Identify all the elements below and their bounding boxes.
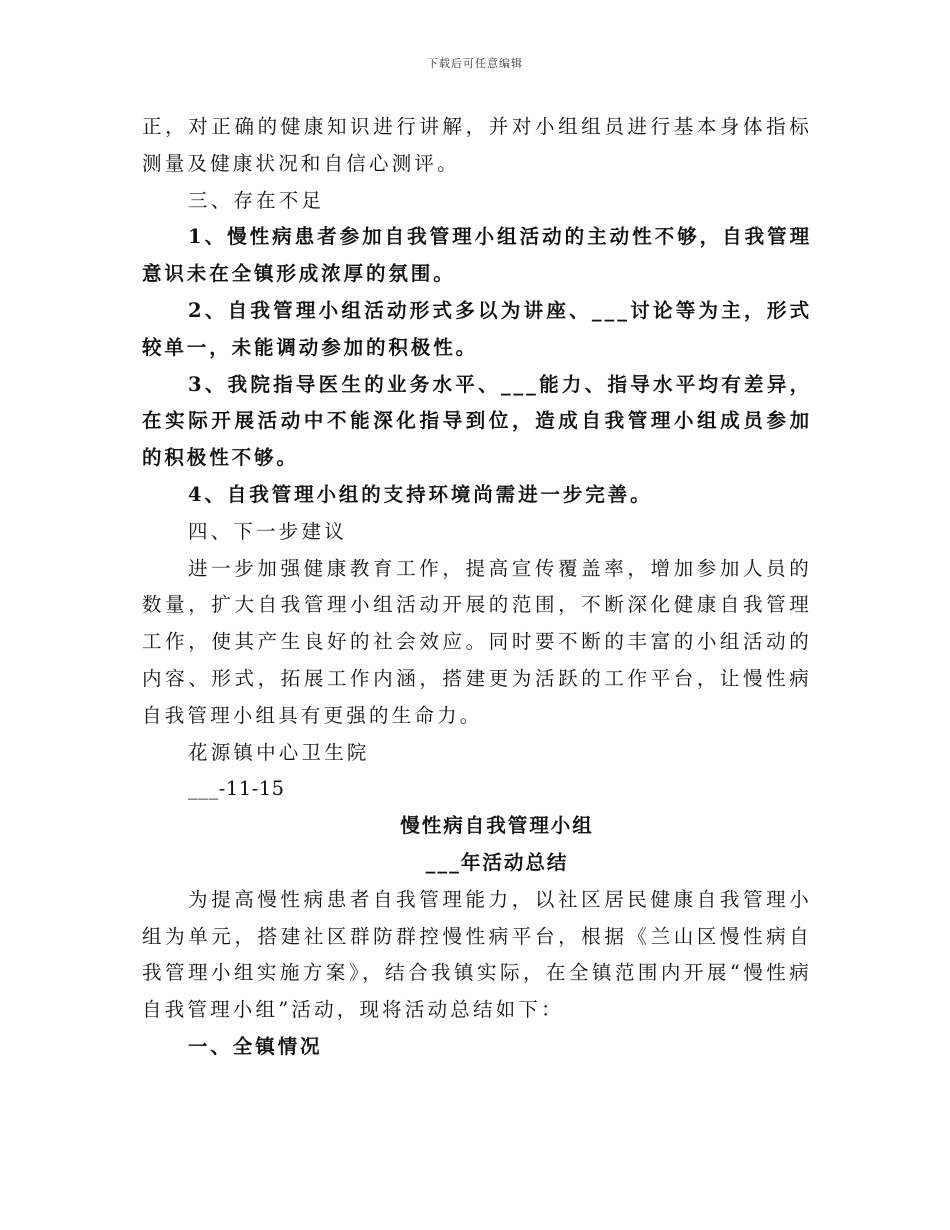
paragraph-suggestions: 进一步加强健康教育工作，提高宣传覆盖率，增加参加人员的数量，扩大自我管理小组活动开展的范围，不断深化健康自我管理工作，使其产生良好的社会效应。同时要不断的丰富的小组活动的内容、形式，拓展工作内涵，搭建更为活跃的工作平台，让慢性病自我管理小组具有更强的生命力。	[142, 556, 812, 727]
header-note: 下载后可任意编辑	[427, 57, 523, 70]
paragraph-continuation: 正，对正确的健康知识进行讲解，并对小组组员进行基本身体指标测量及健康状况和自信心测评。	[142, 115, 812, 175]
document-title: 慢性病自我管理小组	[400, 814, 594, 838]
signature-organization: 花源镇中心卫生院	[188, 740, 370, 764]
shortcoming-item-1: 1、慢性病患者参加自我管理小组活动的主动性不够，自我管理意识未在全镇形成浓厚的氛围。	[142, 225, 812, 286]
paragraph-introduction: 为提高慢性病患者自我管理能力，以社区居民健康自我管理小组为单元，搭建社区群防群控慢性病平台，根据《兰山区慢性病自我管理小组实施方案》，结合我镇实际，在全镇范围内开展“慢性病自我管理小组”活动，现将活动总结如下：	[142, 887, 812, 1022]
section-heading-shortcomings: 三、存在不足	[188, 188, 325, 212]
document-body	[142, 109, 812, 1066]
section-heading-overview: 一、全镇情况	[188, 1034, 323, 1058]
shortcoming-item-3: 3、我院指导医生的业务水平、___能力、指导水平均有差异，在实际开展活动中不能深化指导到位，造成自我管理小组成员参加的积极性不够。	[142, 372, 812, 470]
document-subtitle: ___年活动总结	[425, 850, 569, 874]
shortcoming-item-4: 4、自我管理小组的支持环境尚需进一步完善。	[188, 482, 653, 506]
signature-date: ___-11-15	[188, 777, 285, 801]
shortcoming-item-2: 2、自我管理小组活动形式多以为讲座、___讨论等为主，形式较单一，未能调动参加的积极性。	[142, 298, 812, 359]
section-heading-next-steps: 四、下一步建议	[188, 519, 347, 543]
